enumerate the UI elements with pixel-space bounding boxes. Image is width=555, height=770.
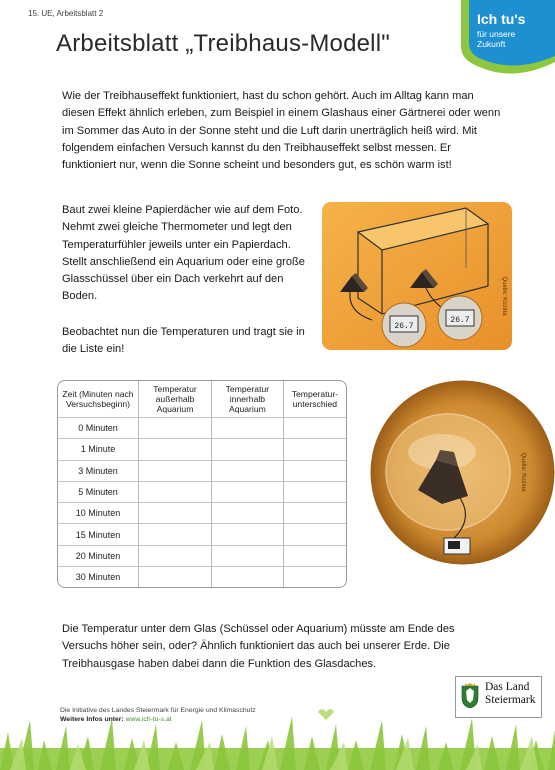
cell-outside[interactable] bbox=[139, 567, 212, 587]
footer-initiative: Die Initiative des Landes Steiermark für Energie und Klimaschutz bbox=[60, 707, 256, 714]
land-logo-line2: Steiermark bbox=[485, 694, 536, 706]
table-row bbox=[58, 482, 346, 503]
cell-difference[interactable] bbox=[284, 482, 346, 503]
cell-outside[interactable] bbox=[139, 524, 212, 545]
table-row bbox=[58, 439, 346, 460]
row-time: 10 Minuten bbox=[58, 503, 139, 524]
cell-inside[interactable] bbox=[212, 461, 284, 482]
cell-outside[interactable] bbox=[139, 482, 212, 503]
logo-line2: für unsere bbox=[477, 29, 516, 39]
footer-link[interactable]: www.ich-tu-s.at bbox=[125, 716, 172, 723]
cell-difference[interactable] bbox=[284, 524, 346, 545]
header-difference: Temperatur-unterschied bbox=[284, 381, 346, 418]
cell-outside[interactable] bbox=[139, 546, 212, 567]
footer-info-label: Weitere Infos unter: bbox=[60, 716, 124, 723]
cell-inside[interactable] bbox=[212, 418, 284, 439]
footer-info bbox=[60, 715, 256, 724]
land-logo-text bbox=[485, 681, 535, 707]
intro-paragraph: Wie der Treibhauseffekt funktioniert, hast du schon gehört. Auch im Alltag kann man diesen Effekt ähnlich erleben, zum Beispiel in einem Glashaus einer Gärtnerei oder wenn im Sommer das Auto in der Sonne steht und die Luft darin unerträglich heiß wird. Mit folgendem einfachen Versuch kannst du den Treibhauseffekt selbst messen. Er funktioniert nur, wenn die Sonne scheint und besonders gut, es schön warm ist! bbox=[62, 90, 501, 172]
instruction-paragraph: Baut zwei kleine Papierdächer wie auf dem Foto. Nehmt zwei gleiche Thermometer und legt den Temperaturfühler jeweils unter ein Papierdach. Stellt anschließend ein Aquarium oder eine große Glasschüssel über ein Dach verkehrt auf den Boden. bbox=[62, 204, 305, 303]
footer bbox=[60, 706, 256, 724]
row-time: 15 Minuten bbox=[58, 524, 139, 545]
row-time: 5 Minuten bbox=[58, 482, 139, 503]
cell-inside[interactable] bbox=[212, 567, 284, 587]
land-logo-line1: Das Land bbox=[485, 681, 530, 693]
coat-of-arms-icon bbox=[461, 682, 479, 709]
cell-inside[interactable] bbox=[212, 546, 284, 567]
aquarium-experiment-photo bbox=[322, 202, 512, 350]
unit-label: 15. UE, Arbeitsblatt 2 bbox=[28, 9, 104, 18]
header-inside: Temperatur innerhalb Aquarium bbox=[212, 381, 284, 418]
temperature-table bbox=[57, 380, 347, 588]
row-time: 30 Minuten bbox=[58, 567, 139, 587]
header-time: Zeit (Minuten nach Versuchsbeginn) bbox=[58, 381, 139, 418]
photo-credit: Quelle: Kozina bbox=[501, 276, 507, 316]
observe-paragraph: Beobachtet nun die Temperaturen und tragt sie in die Liste ein! bbox=[62, 326, 305, 356]
cell-difference[interactable] bbox=[284, 503, 346, 524]
cell-inside[interactable] bbox=[212, 482, 284, 503]
row-time: 1 Minute bbox=[58, 439, 139, 460]
logo-line1: Ich tu's bbox=[477, 11, 526, 27]
table-row bbox=[58, 418, 346, 439]
header-outside: Temperatur außerhalb Aquarium bbox=[139, 381, 212, 418]
table-row bbox=[58, 567, 346, 587]
row-time: 20 Minuten bbox=[58, 546, 139, 567]
row-time: 0 Minuten bbox=[58, 418, 139, 439]
photo-credit-2: Quelle: Kozina bbox=[520, 452, 526, 492]
thermometer-reading-1: 26.7 bbox=[394, 322, 414, 331]
cell-difference[interactable] bbox=[284, 461, 346, 482]
thermometer-reading-2: 26.7 bbox=[450, 316, 470, 325]
cell-outside[interactable] bbox=[139, 461, 212, 482]
cell-difference[interactable] bbox=[284, 567, 346, 587]
cell-outside[interactable] bbox=[139, 418, 212, 439]
logo-line3: Zukunft bbox=[477, 39, 506, 49]
row-time: 3 Minuten bbox=[58, 461, 139, 482]
glass-bowl-photo bbox=[370, 380, 555, 565]
cell-difference[interactable] bbox=[284, 439, 346, 460]
table-row bbox=[58, 524, 346, 545]
ich-tus-logo bbox=[461, 0, 555, 78]
cell-inside[interactable] bbox=[212, 439, 284, 460]
cell-outside[interactable] bbox=[139, 439, 212, 460]
table-row bbox=[58, 503, 346, 524]
cell-difference[interactable] bbox=[284, 546, 346, 567]
table-row bbox=[58, 461, 346, 482]
table-header-row bbox=[58, 381, 346, 418]
cell-inside[interactable] bbox=[212, 524, 284, 545]
table-row bbox=[58, 546, 346, 567]
cell-inside[interactable] bbox=[212, 503, 284, 524]
conclusion-paragraph: Die Temperatur unter dem Glas (Schüssel oder Aquarium) müsste am Ende des Versuchs höher sein, oder? Ähnlich funktioniert das auch bei unserer Erde. Die Treibhausgase haben dabei dann die Funktion des Glasdaches. bbox=[62, 623, 455, 670]
page-title: Arbeitsblatt „Treibhaus-Modell" bbox=[56, 30, 390, 57]
cell-difference[interactable] bbox=[284, 418, 346, 439]
cell-outside[interactable] bbox=[139, 503, 212, 524]
